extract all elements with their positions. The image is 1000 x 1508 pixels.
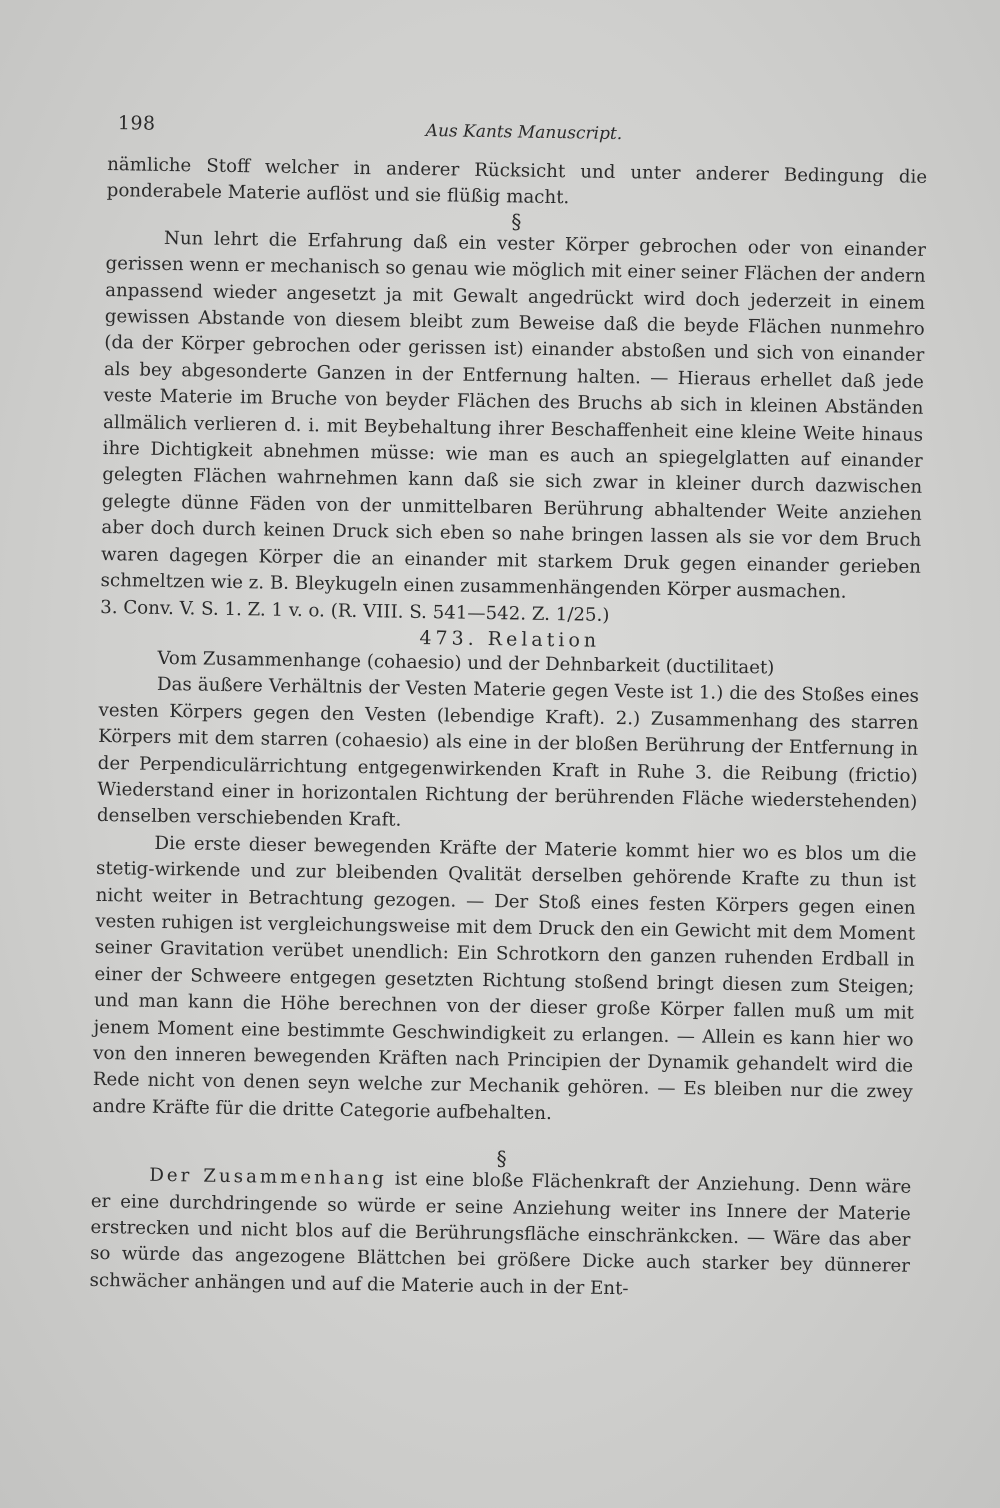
running-title: Aus Kants Manuscript. [425, 120, 623, 145]
closing-lead-term: Der Zusammenhang [149, 1165, 387, 1190]
book-page [89, 112, 927, 1307]
section-subheading: Vom Zusammenhange (cohaesio) und der Dehnbarkeit (ductilitaet) [157, 647, 775, 679]
reference-line: 3. Conv. V. S. 1. Z. 1 v. o. (R. VIII. S. 541—542. Z. 1/25.) [100, 596, 610, 626]
relation-paragraph: Das äußere Verhältnis der Vesten Materie gegen Veste ist 1.) die des Stoßes eines vesten Körpers gegen den Vesten (lebendige Kraft). 2.) Zusammenhang des starren Körpers mit dem starren (cohaesio) als eine in der bloßen Berührung der Entfernung in der Perpendiculärrichtung entgegenwirkenden Kraft in Ruhe 3. die Reibung (frictio) Wiederstand einer in horizontalen Richtung der berührenden Fläche wiederstehenden) denselben verschiebenden Kraft. [96, 674, 920, 832]
page-number: 198 [117, 112, 156, 135]
cohesion-paragraph: Nun lehrt die Erfahrung daß ein vester Körper gebrochen oder von einander gerissen wenn er mechanisch so genau wie möglich mit einer seiner Flächen der andern anpassend wieder angesetzt ja mit Gewalt angedrückt wird doch jederzeit in einem gewissen Abstande von diesem bleibt zum Beweise daß die beyde Flächen nunmehro (da der Körper gebrochen oder gerissen ist) einander abstoßen und sich von einander als bey abgesonderte Ganzen in der Entfernung halten. — Hieraus erhellet daß jede veste Materie im Bruche von beyder Flächen des Bruchs ab sich in kleinen Abständen allmälich verlieren d. i. mit Beybehaltung ihrer Beschaffenheit eine kleine Weite hinaus ihre Dichtigkeit abnehmen müsse: wie man es auch an spiegelglatten auf einander gelegten Flächen wahrnehmen kann daß sie sich zwar in kleiner durch dazwischen gelegte dünne Fäden von der unmittelbaren Berührung abhaltender Weite anziehen aber doch durch keinen Druck sich eben so nahe bringen lassen als sie vor dem Bruch waren dagegen Körper die an einander mit starkem Druk gegen einander gerieben schmeltzen wie z. B. Bleykugeln einen zusammenhängenden Körper ausmachen. [100, 227, 927, 603]
closing-paragraph [89, 1162, 911, 1307]
section-heading: 473. Relation [419, 626, 601, 652]
section-sign: § [511, 209, 522, 234]
opening-paragraph: nämliche Stoff welcher in anderer Rücksicht und unter anderer Bedingung die ponderabele Materie auflöst und sie flüßig macht. [106, 153, 928, 209]
section-sign-2: § [496, 1146, 507, 1171]
forces-paragraph: Die erste dieser bewegenden Kräfte der Materie kommt hier wo es blos um die stetig-wirkende und zur bleibenden Qvalität derselben gehörende Krafte zu thun ist nicht weiter in Betrachtung gezogen. — Der Stoß eines festen Körpers gegen einen vesten ruhigen ist vergleichungsweise mit dem Druck den ein Gewicht mit dem Moment seiner Gravitation verübet unendlich: Ein Schrotkorn den ganzen ruhenden Erdball in einer der Schweere entgegen gesetzten Richtung stoßend bringt diesen zum Steigen; und man kann die Höhe berechnen von der dieser große Körper fallen muß um mit jenem Moment eine bestimmte Geschwindigkeit zu erlangen. — Allein es kann hier wo von den inneren bewegenden Kräften nach Principien der Dynamik gehandelt wird die Rede nicht von denen seyn welche zur Mechanik gehören. — Es bleiben nur die zwey andre Kräfte für die dritte Categorie aufbehalten. [92, 832, 917, 1124]
closing-text: ist eine bloße Flächenkraft der Anziehung. Denn wäre er eine durchdringende so würde er seine Anziehung weiter ins Innere der Materie erstrecken und nicht blos auf die Berührungsfläche einschränkcken. — Wäre das aber so würde das angezogene Blättchen bei größere Dicke auch starker bey dünnerer schwächer anhängen und auf die Materie auch in der Ent- [89, 1168, 912, 1300]
body-text [89, 152, 927, 1307]
